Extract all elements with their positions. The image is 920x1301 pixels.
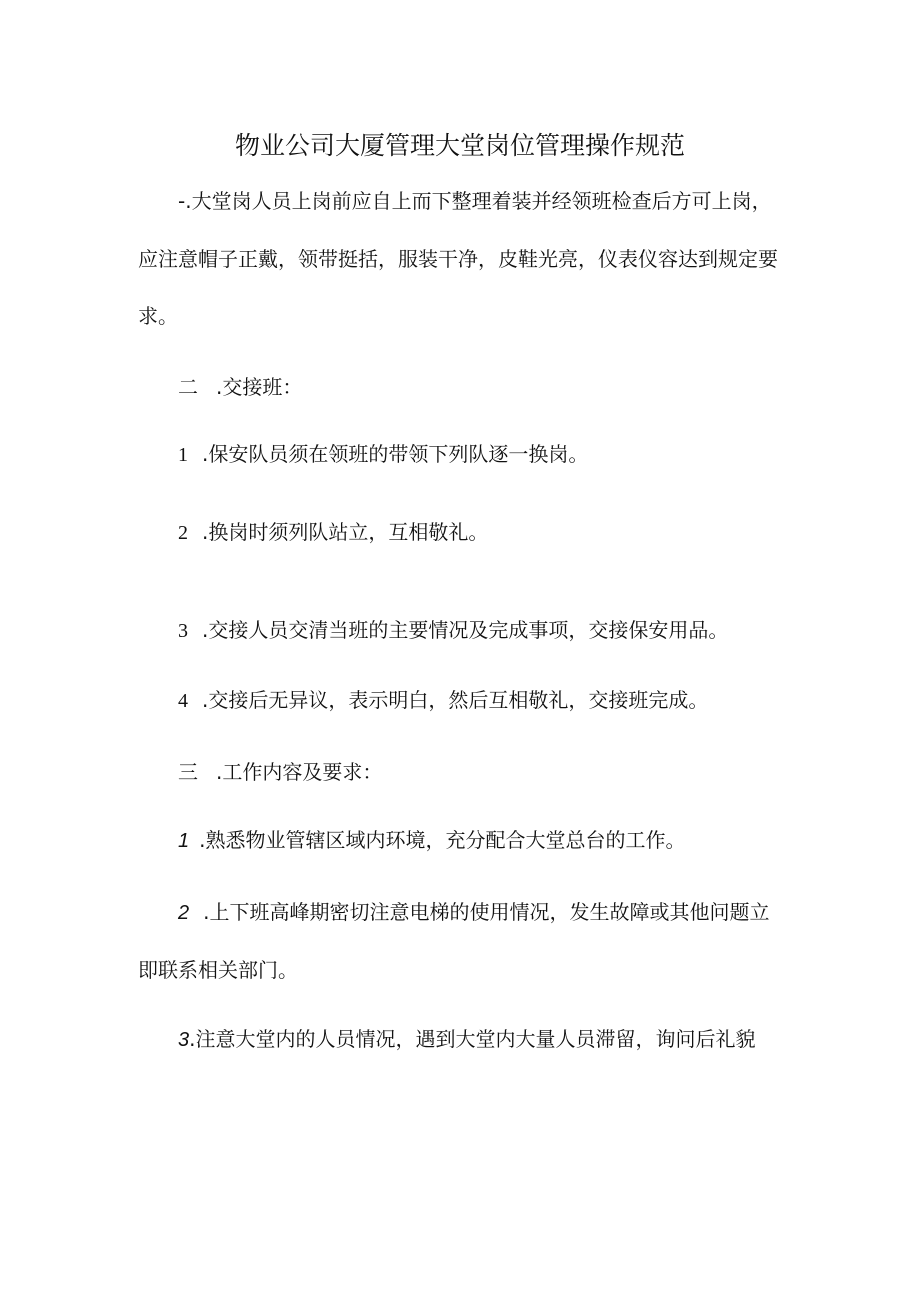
section3-item-1 xyxy=(178,825,685,856)
item-text: .注意大堂内的人员情况，遇到大堂内大量人员滞留，询问后礼貌 xyxy=(189,1027,756,1051)
item-text: .上下班高峰期密切注意电梯的使用情况，发生故障或其他问题立 xyxy=(203,900,770,924)
section2-item-2 xyxy=(178,517,488,548)
item-number: 2 xyxy=(178,522,188,544)
section1-line2: 应注意帽子正戴，领带挺括，服装干净，皮鞋光亮，仪表仪容达到规定要 xyxy=(138,247,778,271)
item-text: .换岗时须列队站立，互相敬礼。 xyxy=(202,520,489,544)
section2-item-4 xyxy=(178,685,708,716)
item-number: 1 xyxy=(178,444,188,466)
section2-item-1 xyxy=(178,439,588,470)
item-text: .保安队员须在领班的带领下列队逐一换岗。 xyxy=(202,442,589,466)
section2-number: 二 xyxy=(178,375,198,399)
section3-number: 三 xyxy=(178,760,198,784)
section3-item-2 xyxy=(178,897,769,928)
item-number: 1 xyxy=(178,830,190,852)
section3-item-3 xyxy=(178,1024,755,1055)
section2-item-3 xyxy=(178,615,728,646)
item-text: .熟悉物业管辖区域内环境，充分配合大堂总台的工作。 xyxy=(199,828,686,852)
section2-heading-text: .交接班： xyxy=(216,375,303,399)
section1-line3: 求。 xyxy=(138,304,178,328)
item-number: 2 xyxy=(178,902,190,924)
section1-line1: -.大堂岗人员上岗前应自上而下整理着装并经领班检查后方可上岗， xyxy=(178,189,772,213)
item-number: 3 xyxy=(178,620,188,642)
section2-heading xyxy=(178,372,302,402)
section3-heading xyxy=(178,757,382,787)
item-text: .交接人员交清当班的主要情况及完成事项，交接保安用品。 xyxy=(202,618,729,642)
section3-heading-text: .工作内容及要求： xyxy=(216,760,383,784)
item-number: 3 xyxy=(178,1029,190,1051)
item-text: .交接后无异议，表示明白，然后互相敬礼，交接班完成。 xyxy=(202,688,709,712)
section3-item-2-continued: 即联系相关部门。 xyxy=(138,958,298,982)
document-title: 物业公司大厦管理大堂岗位管理操作规范 xyxy=(234,131,685,160)
item-number: 4 xyxy=(178,690,188,712)
